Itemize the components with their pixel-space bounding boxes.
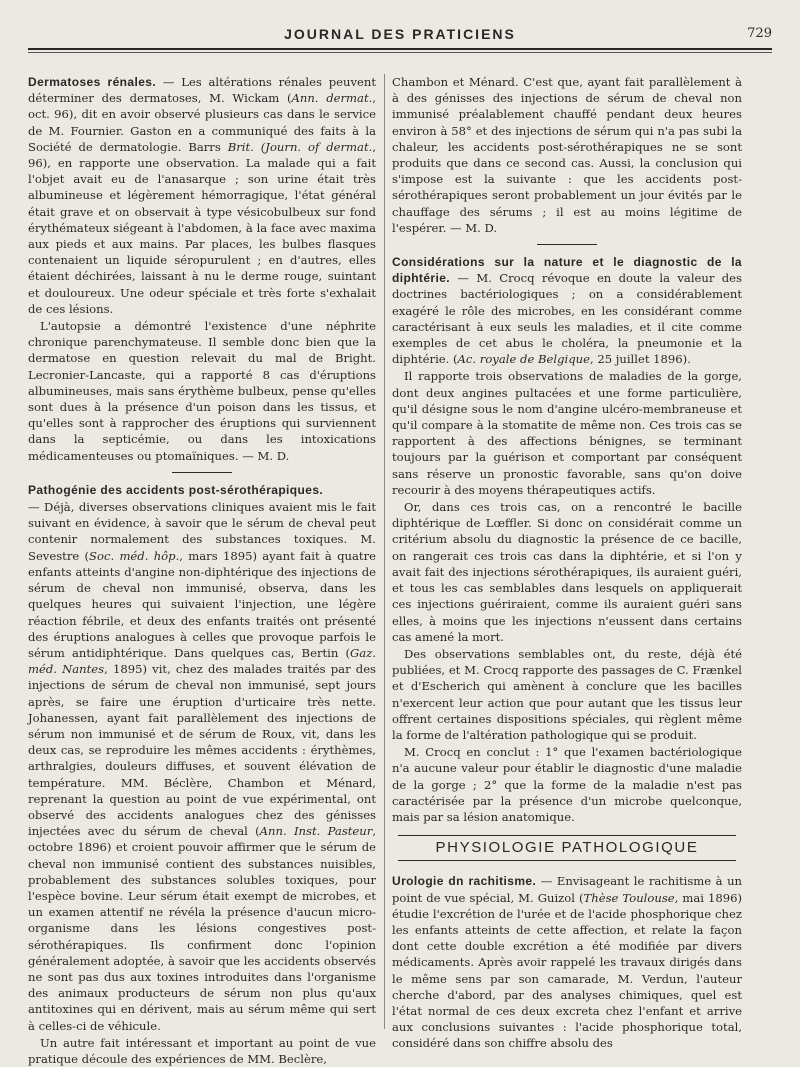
article-separator — [537, 244, 597, 245]
header-rule-thin — [28, 52, 772, 53]
section-rule-bottom — [398, 860, 736, 861]
article-pathogenie-heading-paragraph — [28, 482, 376, 498]
page-header — [28, 26, 772, 48]
paragraph: M. Crocq en conclut : 1° que l'examen bactériologique n'a aucune valeur pour établir le diagnostic d'une maladie de la gorge ; 2° que la forme de la maladie n'est pas caractérisée par la présence d'un microbe quelconque, mais par sa lésion anatomique. — [392, 745, 742, 824]
paragraph: Des observations semblables ont, du reste, déjà été publiées, et M. Crocq rapporte des passages de C. Frænkel et d'Escherich qui amènent à conclure que les bacilles n'exercent leur action que pour autant que les tissus leur offrent certaines dispositions spéciales, qui règlent même la forme de l'altération pathologique qui se produit. — [392, 646, 742, 742]
article-heading: Considérations sur la nature et le diagnostic de la diphtérie. — [392, 255, 742, 286]
article-separator — [172, 472, 232, 473]
article-urologie-paragraph: Urologie dn rachitisme. — Envisageant le rachitisme à un point de vue spécial, M. Guizol (Thèse Toulouse, mai 1896) étudie l'excrétion de l'urée et de l'acide phosphorique chez les enfants atteints de cette affection, et relate la façon dont cette double excrétion a été modifiée par divers médicaments. Après avoir rappelé les travaux dirigés dans le même sens par son camarade, M. Verdun, l'auteur cherche d'abord, par des analyses chimiques, quel est l'état normal de ces deux excreta chez l'enfant et arrive aux conclusions suivantes : l'acide phosphorique total, considéré dans son chiffre absolu des — [392, 874, 743, 1051]
section-rule-top — [398, 835, 736, 836]
paragraph: Un autre fait intéressant et important au point de vue pratique découle des expériences de MM. Beclère, — [28, 1035, 376, 1066]
page-number: 729 — [747, 26, 772, 41]
paragraph: — Déjà, diverses observations cliniques avaient mis le fait suivant en évidence, à savoir que le sérum de cheval peut contenir normalement des substances toxiques. M. Sevestre (Soc. méd. hôp., mars 1895) ayant fait à quatre enfants atteints d'angine non-diphtérique des injections de sérum de cheval non immunisé, observa, dans les quelques heures qui suivaient l'injection, une légère réaction fébrile, et deux des enfants traités ont présenté des éruptions analogues à celles que provoque parfois le sérum antidiphtérique. Dans quelques cas, Bertin (Gaz. méd. Nantes, 1895) vit, chez des malades traités par des injections de sérum de cheval non immunisé, sept jours après, se faire une éruption d'urticaire très nette. Johanessen, ayant fait parallèlement des injections de sérum non immunisé et de sérum de Roux, vit, dans les deux cas, se reproduire les mêmes accidents : érythèmes, arthralgies, douleurs diffuses, et souvent élévation de température. MM. Béclère, Chambon et Ménard, reprenant la question au point de vue expérimental, ont observé des accidents analogues chez des génisses injectées avec du sérum de cheval (Ann. Inst. Pasteur, octobre 1896) et croient pouvoir affirmer que le sérum de cheval non immunisé contient des substances nuisibles, probablement des substances solubles toxiques, pour l'espèce bovine. Leur sérum était exempt de microbes, et un examen attentif ne révéla la présence d'aucun micro-organisme dans les lésions congestives post-sérothérapiques. Ils confirment donc l'opinion généralement adoptée, à savoir que les accidents observés ne sont pas dus aux toxines introduites dans l'organisme des animaux producteurs de sérum non plus qu'aux antitoxines qui en dérivent, mais au sérum même qui sert à celles-ci de véhicule. — [28, 500, 377, 1033]
article-heading: Dermatoses rénales. — [28, 75, 157, 89]
article-heading: Urologie dn rachitisme. — [392, 874, 537, 889]
column-divider — [384, 74, 385, 1029]
paragraph: L'autopsie a démontré l'existence d'une néphrite chronique parenchymateuse. Il semble donc bien que la dermatose en question relevait du mal de Bright. Lecronier-Lancaste, qui a rapporté 8 cas d'éruptions albumineuses, mais sans érythème bulbeux, pense qu'elles sont dues à la présence d'un poison dans les tissus, et qu'elles sont à rapprocher des éruptions qui surviennent dans la septicémie, ou dans les intoxications médicamenteuses ou ptomaïniques. — M. D. — [28, 319, 376, 463]
left-column — [28, 74, 377, 1066]
section-title: PHYSIOLOGIE PATHOLOGIQUE — [435, 839, 699, 857]
article-diphterie-paragraph: Considérations sur la nature et le diagnostic de la diphtérie. — M. Crocq révoque en doute la valeur des doctrines bactériologiques ; on a considérablement exagéré le rôle des microbes, en les considérant comme caractérisant à eux seuls les maladies, et il cite comme exemples de cet abus le choléra, la pneumonie et la diphtérie. (Ac. royale de Belgique, 25 juillet 1896). — [392, 255, 742, 367]
right-column — [392, 74, 743, 1051]
paragraph: Or, dans ces trois cas, on a rencontré le bacille diphtérique de Lœffler. Si donc on considérait comme un critérium absolu du diagnostic la présence de ce bacille, on rangerait ces trois cas dans la diphtérie, et si l'on y avait fait des injections sérothérapiques, ils auraient guéri, et tous les cas semblables dans lesquels on appliquerait ces injections guériraient, comme ils auraient guéri sans elles, à moins que les injections n'eussent dans certains cas amené la mort. — [392, 500, 742, 644]
article-dermatoses-paragraph: Dermatoses rénales. — Les altérations rénales peuvent déterminer des dermatoses, M. Wickam (Ann. dermat., oct. 96), dit en avoir observé plusieurs cas dans le service de M. Fournier. Gaston en a communiqué des faits à la Société de dermatologie. Barrs Brit. (Journ. of dermat., 96), en rapporte une observation. La malade qui a fait l'objet avait eu de l'anasarque ; son urine était très albumineuse et légèrement hémorragique, l'état général était grave et on observait à type vésicobulbeux sur fond érythémateux siégeant à l'abdomen, à la face avec maxima aux pieds et aux mains. Par places, les bulbes flasques contenaient un liquide séropurulent ; en d'autres, elles étaient déchirées, laissant à nu le derme rouge, suintant et douloureux. Une odeur spéciale et très forte s'exhalait de ces lésions. — [28, 75, 376, 316]
paragraph: Chambon et Ménard. C'est que, ayant fait parallèlement à à des génisses des injections de sérum de cheval non immunisé préalablement chauffé pendant deux heures environ à 58° et des injections de sérum qui n'a pas subi la chaleur, les accidents post-sérothérapiques ne se sont produits que dans ce second cas. Aussi, la conclusion qui s'impose est la suivante : que les accidents post-sérothérapiques seront probablement un jour évités par le chauffage des sérums ; il est au moins légitime de l'espérer. — M. D. — [392, 75, 742, 235]
paragraph: Il rapporte trois observations de maladies de la gorge, dont deux angines pultacées et une forme particulière, qu'il désigne sous le nom d'angine ulcéro-membraneuse et qu'il compare à la stomatite de même non. Ces trois cas se rapportent à des affections bénignes, se terminant toujours par la guérison et comportant par conséquent sans réserve un pronostic favorable, sans qu'on doive recourir à des moyens thérapeutiques actifs. — [392, 369, 742, 497]
article-heading: Pathogénie des accidents post-sérothérapiques. — [28, 482, 324, 497]
header-rule — [28, 48, 772, 50]
running-title: JOURNAL DES PRATICIENS — [284, 26, 516, 42]
